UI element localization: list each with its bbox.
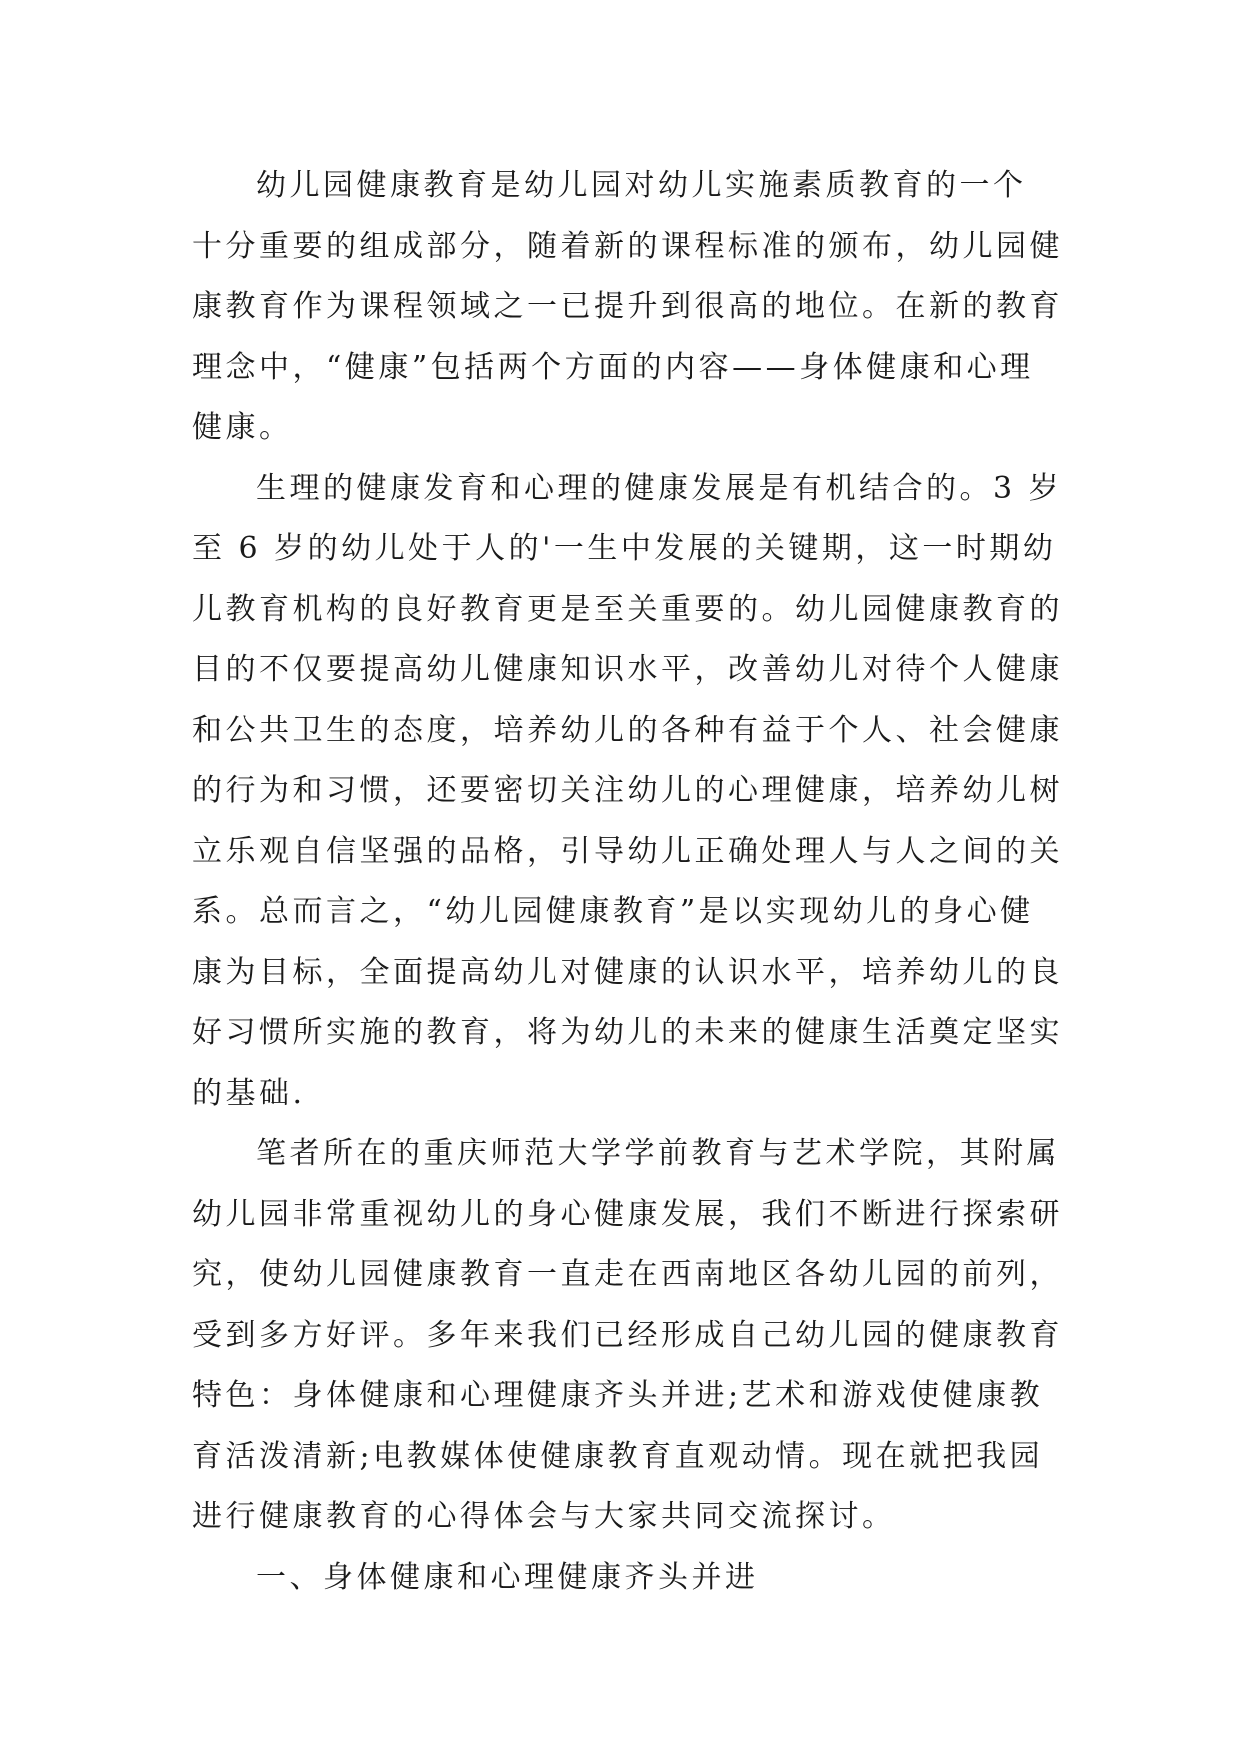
text-line: 好习惯所实施的教育，将为幼儿的未来的健康生活奠定坚实 bbox=[192, 1015, 1063, 1050]
text-line: 受到多方好评。多年来我们已经形成自己幼儿园的健康教育 bbox=[192, 1317, 1063, 1353]
text-line: 至 6 岁的幼儿处于人的'一生中发展的关键期，这一时期幼 bbox=[192, 531, 1057, 566]
text-line: 幼儿园非常重视幼儿的身心健康发展，我们不断进行探索研 bbox=[192, 1196, 1063, 1232]
paragraph-1 bbox=[192, 156, 1063, 459]
text-line: 生理的健康发育和心理的健康发展是有机结合的。3 岁 bbox=[256, 470, 1063, 506]
text-line: 立乐观自信坚强的品格，引导幼儿正确处理人与人之间的关 bbox=[192, 833, 1063, 869]
text-line: 儿教育机构的良好教育更是至关重要的。幼儿园健康教育的 bbox=[192, 591, 1063, 627]
text-line: 究，使幼儿园健康教育一直走在西南地区各幼儿园的前列， bbox=[192, 1257, 1063, 1292]
text-line: 的基础. bbox=[192, 1075, 306, 1111]
text-line: 十分重要的组成部分，随着新的课程标准的颁布，幼儿园健 bbox=[192, 228, 1063, 264]
text-line: 的行为和习惯，还要密切关注幼儿的心理健康，培养幼儿树 bbox=[192, 773, 1063, 808]
document-body bbox=[192, 156, 1063, 1608]
text-line: 笔者所在的重庆师范大学学前教育与艺术学院，其附属 bbox=[256, 1136, 1060, 1171]
text-line: 康为目标，全面提高幼儿对健康的认识水平，培养幼儿的良 bbox=[192, 954, 1063, 990]
text-line: 和公共卫生的态度，培养幼儿的各种有益于个人、社会健康 bbox=[192, 712, 1063, 748]
text-line: 系。总而言之，“幼儿园健康教育”是以实现幼儿的身心健 bbox=[192, 894, 1034, 929]
text-line: 目的不仅要提高幼儿健康知识水平，改善幼儿对待个人健康 bbox=[192, 652, 1063, 687]
section-heading-1 bbox=[192, 1548, 1052, 1609]
text-line: 健康。 bbox=[192, 410, 293, 445]
section-heading-text: 一、身体健康和心理健康齐头并进 bbox=[256, 1559, 759, 1595]
paragraph-3 bbox=[192, 1124, 1063, 1548]
paragraph-2 bbox=[192, 459, 1063, 1125]
text-line: 特色：身体健康和心理健康齐头并进;艺术和游戏使健康教 bbox=[192, 1378, 1044, 1413]
text-line: 进行健康教育的心得体会与大家共同交流探讨。 bbox=[192, 1499, 896, 1534]
text-line: 理念中，“健康”包括两个方面的内容——身体健康和心理 bbox=[192, 349, 1034, 385]
text-line: 育活泼清新;电教媒体使健康教育直观动情。现在就把我园 bbox=[192, 1438, 1044, 1474]
text-line: 康教育作为课程领域之一已提升到很高的地位。在新的教育 bbox=[192, 289, 1063, 324]
text-line: 幼儿园健康教育是幼儿园对幼儿实施素质教育的一个 bbox=[256, 168, 1027, 203]
